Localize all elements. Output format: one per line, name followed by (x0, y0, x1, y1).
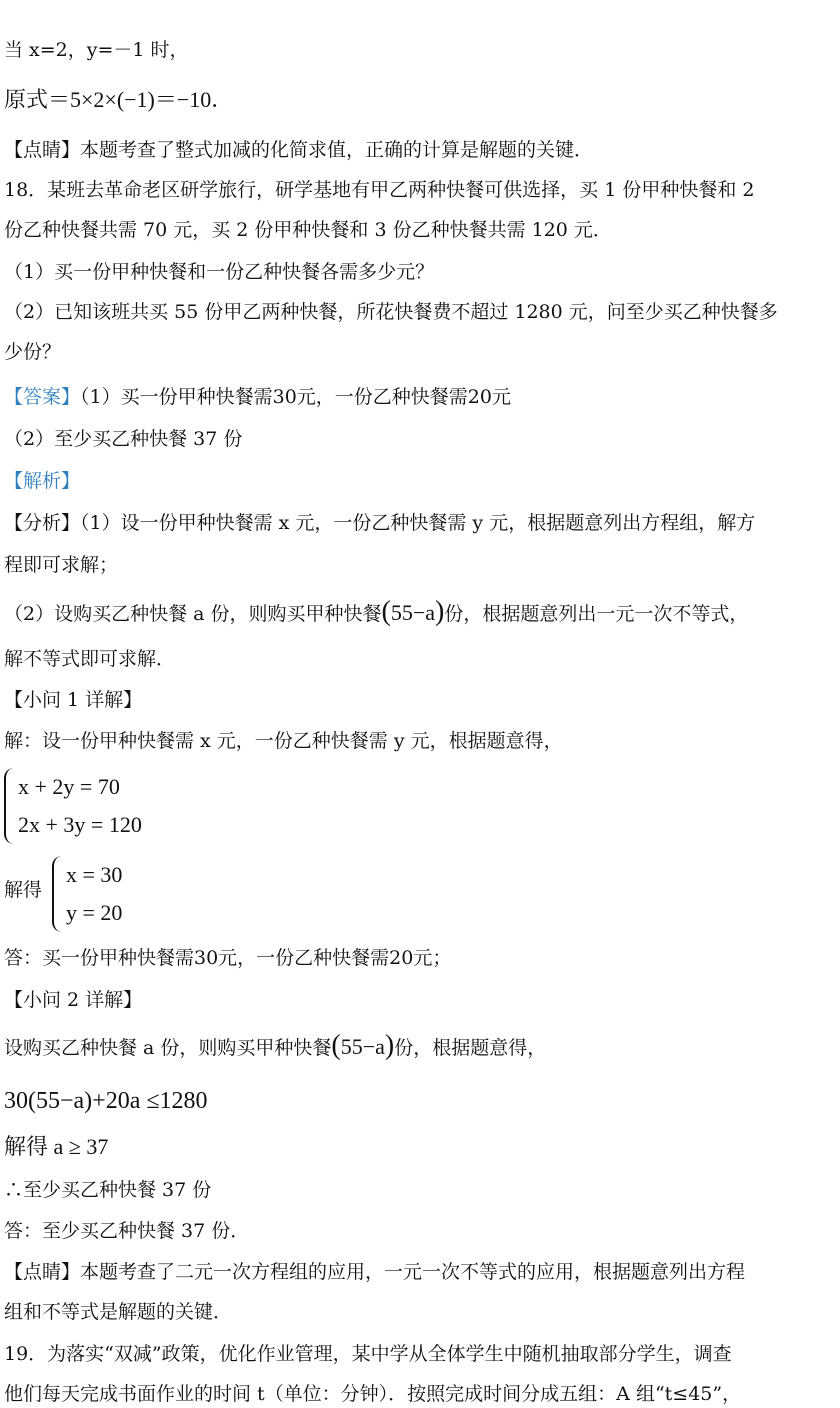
analysis-2-line2: 解不等式即可求解． (4, 648, 176, 670)
key-point-18-line2: 组和不等式是解题的关键． (4, 1301, 233, 1323)
analysis-1-line1: 【分析】（1）设一份甲种快餐需 x 元，一份乙种快餐需 y 元，根据题意列出方程组，解方 (4, 512, 756, 534)
analysis-2-text-pre: （2）设购买乙种快餐 a 份，则购买甲种快餐 (4, 603, 382, 625)
q18-subquestion-1: （1）买一份甲种快餐和一份乙种快餐各需多少元？ (4, 261, 435, 283)
substitution-line: 当 x=2，y=－1 时， (4, 39, 189, 61)
inequality: 30(55−a)+20a ≤1280 (4, 1088, 208, 1114)
part-2-heading: 【小问 2 详解】 (4, 989, 143, 1011)
solution-system (52, 856, 212, 932)
q18-subquestion-2-line2: 少份？ (4, 341, 62, 363)
analysis-2-line1: （2）设购买乙种快餐 a 份，则购买甲种快餐(55−a)份，根据题意列出一元一次不等式， (4, 596, 749, 627)
conclusion: ∴至少买乙种快餐 37 份 (4, 1179, 212, 1201)
answer-line-2: （2）至少买乙种快餐 37 份 (4, 428, 243, 450)
equation-1: x + 2y = 70 (18, 774, 120, 799)
key-point-18-line1: 【点睛】本题考查了二元一次方程组的应用，一元一次不等式的应用，根据题意列出方程 (4, 1261, 746, 1283)
q19-stem-line1: 19．为落实“双减”政策，优化作业管理，某中学从全体学生中随机抽取部分学生，调查 (4, 1343, 732, 1365)
evaluation-line: 原式＝5×2×(−1)＝−10． (4, 87, 234, 112)
part-1-answer: 答：买一份甲种快餐需30元，一份乙种快餐需20元； (4, 947, 452, 969)
part-2-setup-post: 份，根据题意得， (394, 1037, 547, 1059)
answer-line-1 (4, 383, 834, 411)
q18-stem-line2: 份乙种快餐共需 70 元，买 2 份甲种快餐和 3 份乙种快餐共需 120 元． (4, 219, 612, 241)
analysis-2-text-post: 份，根据题意列出一元一次不等式， (444, 603, 749, 625)
part-2-setup-pre: 设购买乙种快餐 a 份，则购买甲种快餐 (4, 1037, 332, 1059)
left-brace-icon (52, 856, 64, 932)
part-2-answer: 答：至少买乙种快餐 37 份． (4, 1220, 250, 1242)
solution-x: x = 30 (66, 862, 123, 887)
inequality-solution: 解得 a ≥ 37 (4, 1134, 109, 1159)
part-2-expr: 55−a (340, 1034, 385, 1059)
part-1-heading: 【小问 1 详解】 (4, 689, 143, 711)
key-point-17: 【点睛】本题考查了整式加减的化简求值，正确的计算是解题的关键． (4, 139, 594, 161)
q18-stem-line1: 18．某班去革命老区研学旅行，研学基地有甲乙两种快餐可供选择，买 1 份甲种快餐和 2 (4, 179, 755, 201)
equation-system (4, 768, 204, 844)
answer-tag: 【答案】 (4, 386, 81, 408)
answer-1-text: （1）买一份甲种快餐需30元，一份乙种快餐需20元 (80, 386, 511, 408)
q18-subquestion-2-line1: （2）已知该班共买 55 份甲乙两种快餐，所花快餐费不超过 1280 元，问至少买乙种快餐多 (4, 301, 778, 323)
part-1-setup: 解：设一份甲种快餐需 x 元，一份乙种快餐需 y 元，根据题意得， (4, 730, 563, 752)
analysis-1-line2: 程即可求解； (4, 554, 119, 576)
solution-y: y = 20 (66, 900, 123, 925)
part-2-setup: 设购买乙种快餐 a 份，则购买甲种快餐(55−a)份，根据题意得， (4, 1030, 547, 1061)
analysis-tag: 【解析】 (4, 470, 81, 492)
q19-stem-line2: 他们每天完成书面作业的时间 t（单位：分钟）．按照完成时间分成五组：A 组“t≤45”， (4, 1383, 742, 1405)
solution-label: 解得 (4, 879, 43, 901)
left-brace-icon (4, 768, 16, 844)
analysis-2-expr: 55−a (390, 600, 435, 625)
equation-2: 2x + 3y = 120 (18, 812, 142, 837)
